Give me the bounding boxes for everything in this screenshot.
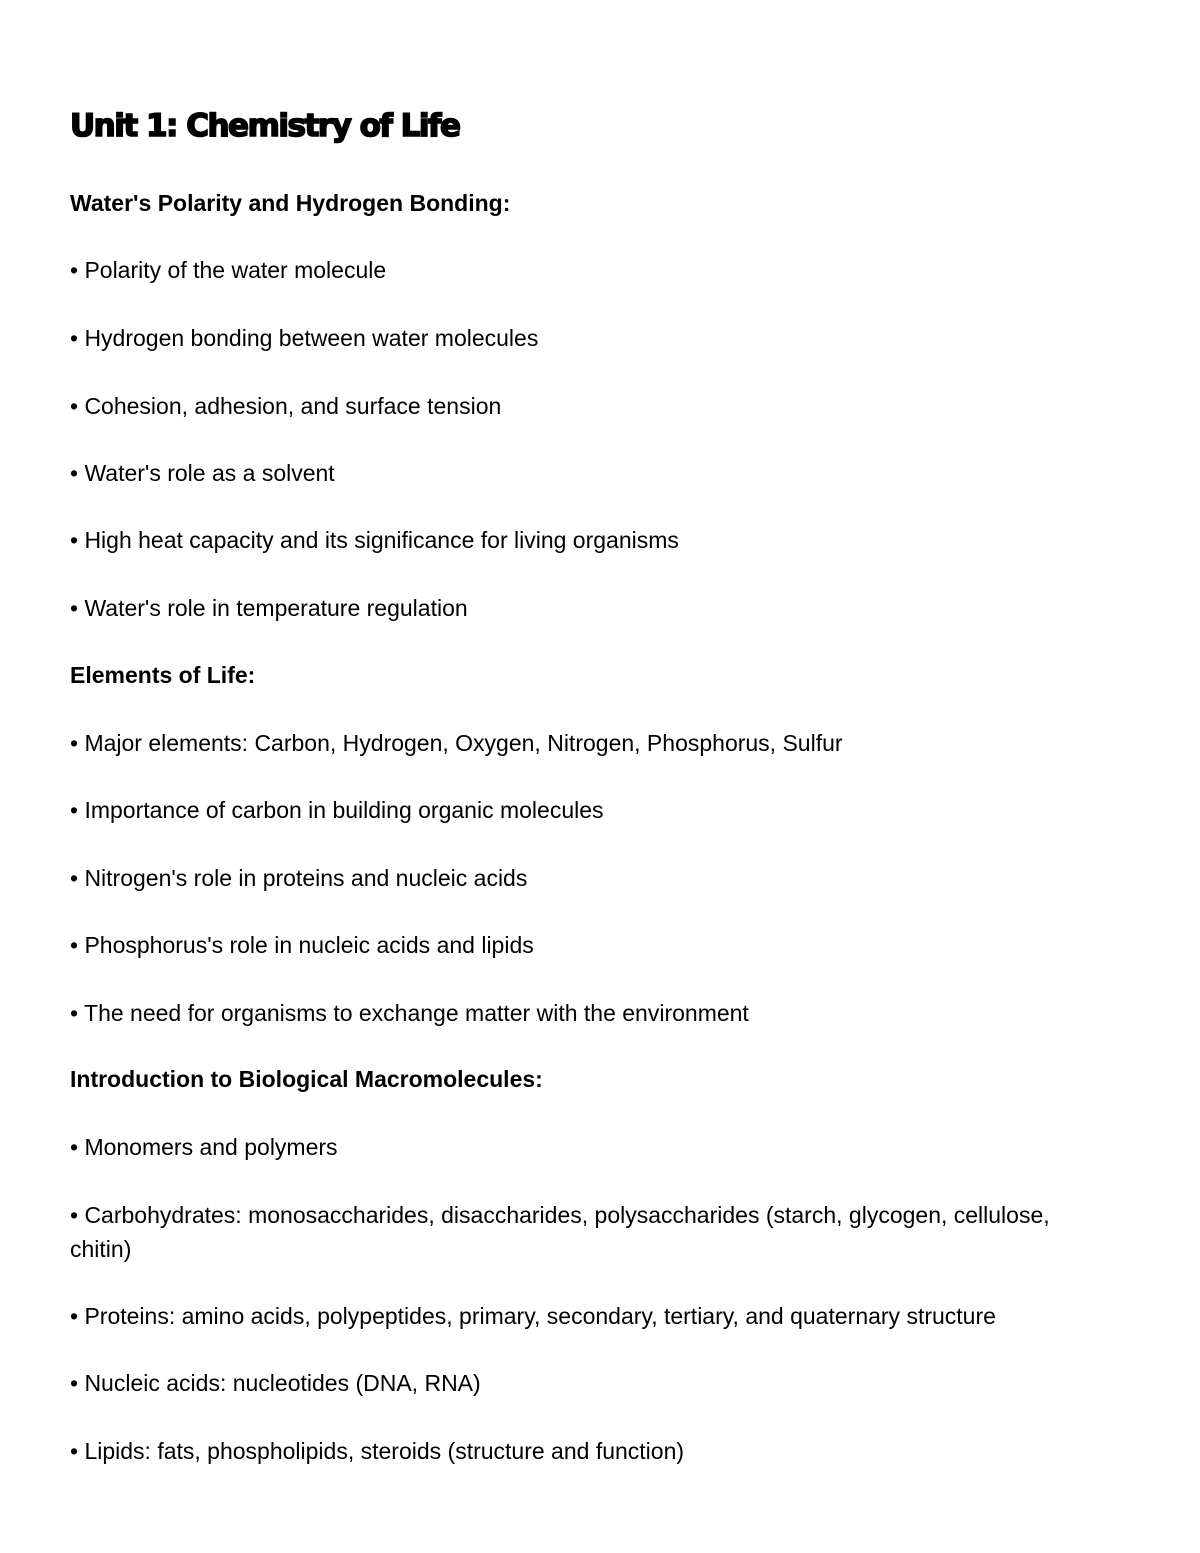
list-item: • Major elements: Carbon, Hydrogen, Oxygen, Nitrogen, Phosphorus, Sulfur — [70, 730, 843, 756]
list-item: • Importance of carbon in building organic molecules — [70, 797, 604, 823]
section-heading-elements: Elements of Life: — [70, 662, 256, 688]
list-item: • The need for organisms to exchange matter with the environment — [70, 1000, 749, 1026]
list-item: • Nucleic acids: nucleotides (DNA, RNA) — [70, 1370, 481, 1396]
section-heading-macromolecules: Introduction to Biological Macromolecules: — [70, 1066, 543, 1092]
list-item: • Carbohydrates: monosaccharides, disaccharides, polysaccharides (starch, glycogen, cellulose, chitin) — [70, 1202, 1050, 1262]
list-item: • Cohesion, adhesion, and surface tension — [70, 393, 502, 419]
section-heading-water: Water's Polarity and Hydrogen Bonding: — [70, 190, 511, 216]
list-item: • Nitrogen's role in proteins and nucleic acids — [70, 865, 528, 891]
list-item: • Hydrogen bonding between water molecules — [70, 325, 539, 351]
list-item: • Proteins: amino acids, polypeptides, primary, secondary, tertiary, and quaternary structure — [70, 1303, 996, 1329]
list-item: • Water's role in temperature regulation — [70, 595, 468, 621]
list-item: • Lipids: fats, phospholipids, steroids (structure and function) — [70, 1438, 685, 1464]
page-title: Unit 1: Chemistry of Life — [70, 108, 460, 144]
list-item: • Polarity of the water molecule — [70, 257, 387, 283]
list-item: • Monomers and polymers — [70, 1134, 338, 1160]
list-item: • High heat capacity and its significance for living organisms — [70, 527, 679, 553]
list-item: • Phosphorus's role in nucleic acids and lipids — [70, 932, 534, 958]
list-item: • Water's role as a solvent — [70, 460, 335, 486]
